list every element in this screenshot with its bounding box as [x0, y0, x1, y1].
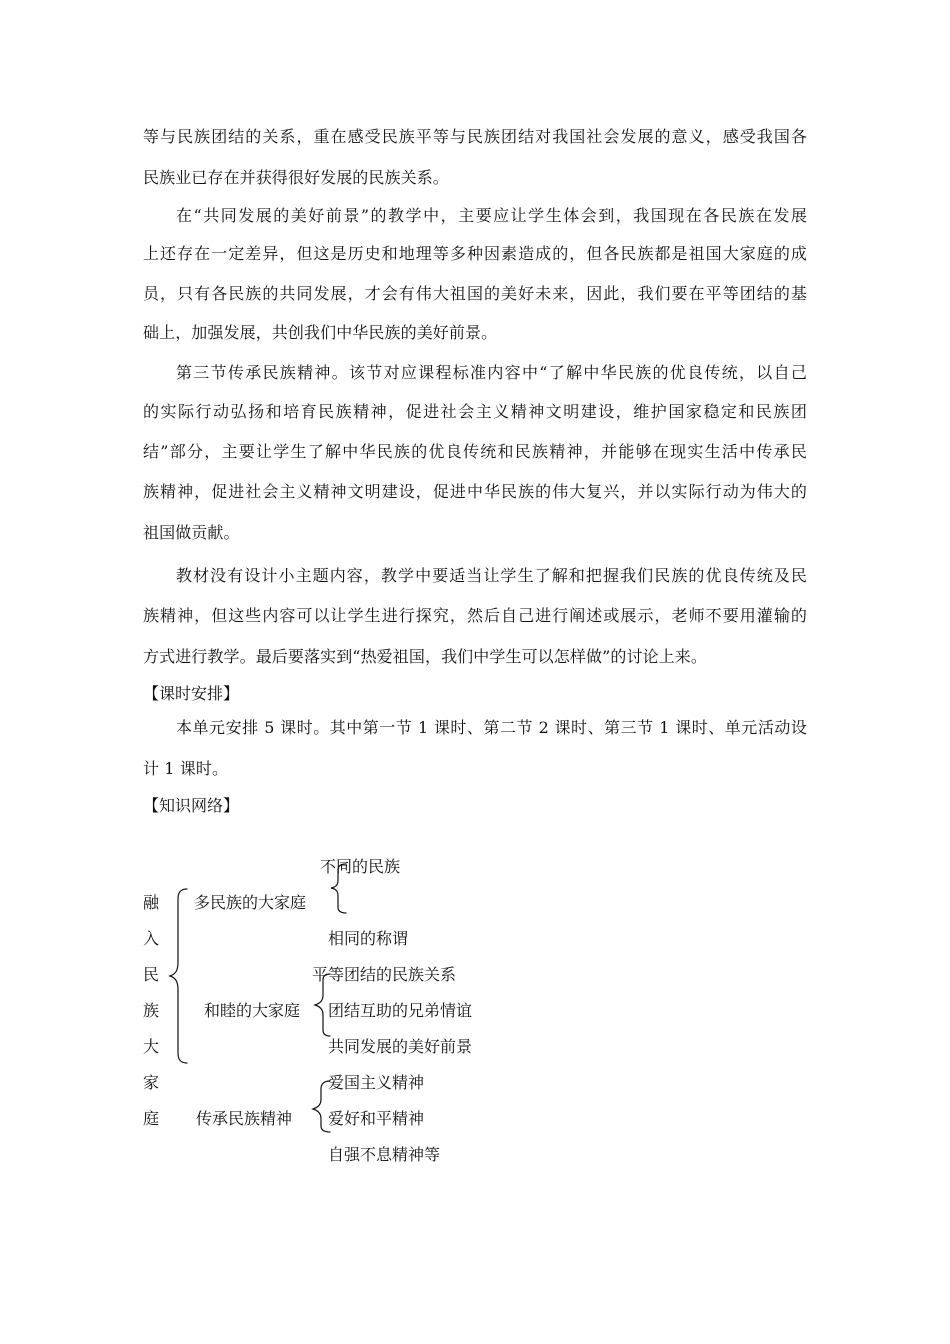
- root-char: 入: [143, 929, 160, 948]
- leaf-item: 不同的民族: [320, 857, 401, 876]
- root-char: 庭: [143, 1109, 160, 1128]
- paragraph-line: 在“共同发展的美好前景”的教学中，主要应让学生体会到，我国现在各民族在发展: [176, 206, 807, 225]
- leaf-item: 共同发展的美好前景: [328, 1037, 473, 1056]
- leaf-item: 自强不息精神等: [328, 1145, 441, 1164]
- branch-label: 和睦的大家庭: [204, 1001, 301, 1020]
- paragraph-line: 等与民族团结的关系，重在感受民族平等与民族团结对我国社会发展的意义，感受我国各: [143, 127, 807, 146]
- leaf-item: 团结互助的兄弟情谊: [328, 1001, 473, 1020]
- leaf-item: 爱国主义精神: [328, 1073, 425, 1092]
- section-heading-schedule: 【课时安排】: [143, 684, 240, 703]
- root-char: 融: [143, 893, 160, 912]
- paragraph-line: 的实际行动弘扬和培育民族精神，促进社会主义精神文明建设，维护国家稳定和民族团: [143, 402, 807, 421]
- branch-label: 传承民族精神: [196, 1109, 293, 1128]
- paragraph-line: 族精神，但这些内容可以让学生进行探究，然后自己进行阐述或展示，老师不要用灌输的: [143, 606, 807, 625]
- paragraph-line: 本单元安排 5 课时。其中第一节 1 课时、第二节 2 课时、第三节 1 课时、单元活动设: [176, 718, 807, 737]
- leaf-item: 平等团结的民族关系: [312, 965, 457, 984]
- root-char: 族: [143, 1001, 160, 1020]
- branch-label: 多民族的大家庭: [194, 893, 307, 912]
- paragraph-line: 础上，加强发展，共创我们中华民族的美好前景。: [143, 323, 498, 342]
- paragraph-line: 员，只有各民族的共同发展，才会有伟大祖国的美好未来，因此，我们要在平等团结的基: [143, 284, 807, 303]
- paragraph-line: 族精神，促进社会主义精神文明建设，促进中华民族的伟大复兴，并以实际行动为伟大的: [143, 482, 807, 501]
- root-char: 大: [143, 1037, 160, 1056]
- root-brace: [170, 889, 187, 1063]
- section-heading-network: 【知识网络】: [143, 796, 240, 815]
- paragraph-line: 上还存在一定差异，但这是历史和地理等多种因素造成的，但各民族都是祖国大家庭的成: [143, 244, 807, 263]
- paragraph-line: 第三节传承民族精神。该节对应课程标准内容中“了解中华民族的优良传统，以自己: [176, 363, 807, 382]
- paragraph-line: 方式进行教学。最后要落实到“热爱祖国，我们中学生可以怎样做”的讨论上来。: [143, 647, 707, 666]
- root-char: 民: [143, 965, 160, 984]
- paragraph-line: 祖国做贡献。: [143, 523, 240, 542]
- leaf-item: 相同的称谓: [328, 929, 409, 948]
- leaf-item: 爱好和平精神: [328, 1109, 425, 1128]
- paragraph-line: 民族业已存在并获得很好发展的民族关系。: [143, 168, 449, 187]
- paragraph-line: 结”部分，主要让学生了解中华民族的优良传统和民族精神，并能够在现实生活中传承民: [143, 442, 807, 461]
- paragraph-line: 计 1 课时。: [143, 759, 229, 778]
- root-char: 家: [143, 1073, 160, 1092]
- paragraph-line: 教材没有设计小主题内容，教学中要适当让学生了解和把握我们民族的优良传统及民: [176, 566, 807, 585]
